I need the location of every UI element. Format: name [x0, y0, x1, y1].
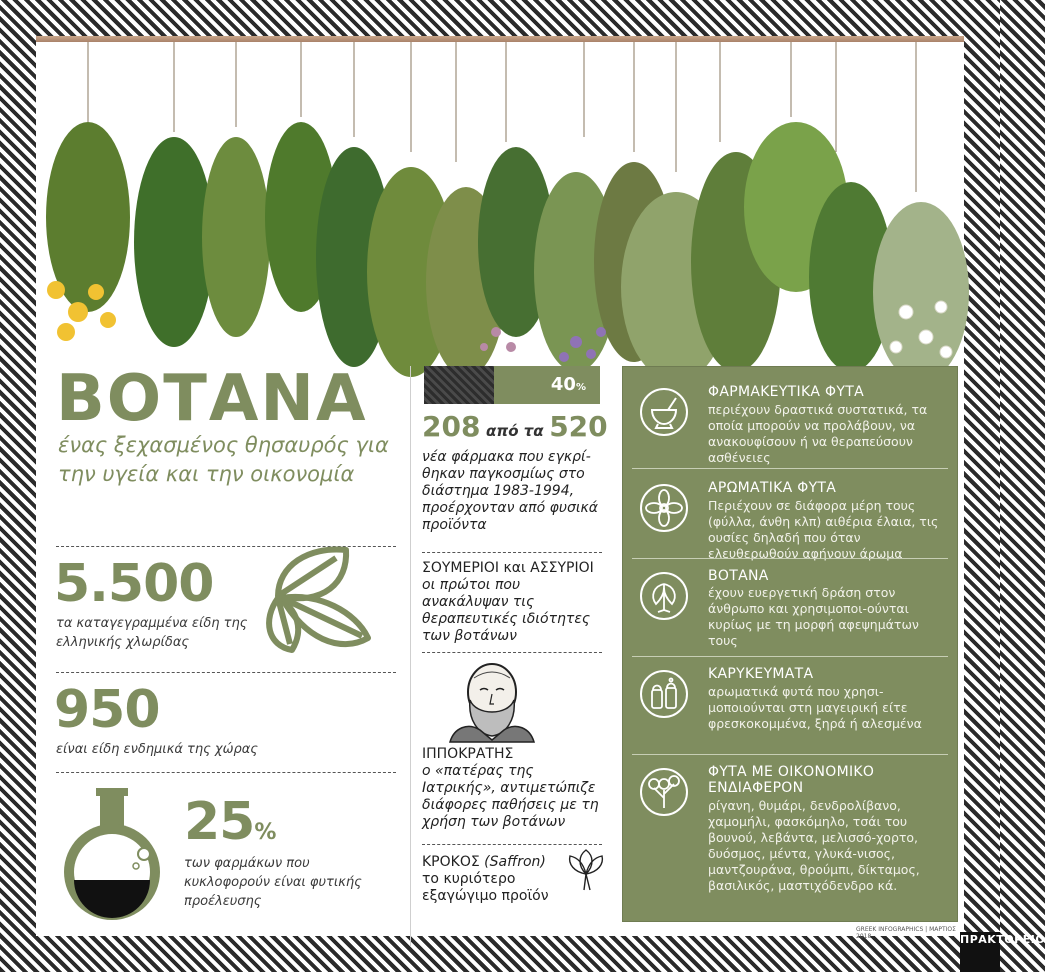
new-drugs-text [422, 449, 604, 534]
divider [56, 672, 396, 673]
column-divider [410, 366, 411, 946]
category-title: ΒΟΤΑΝΑ [708, 568, 769, 584]
infographic-panel [36, 36, 964, 940]
sumerians-head: ΣΟΥΜΕΡΙΟΙ και ΑΣΣΥΡΙΟΙ [422, 560, 594, 576]
stat-caption-drugs: των φαρμάκων που κυκλοφορούν είναι φυτικής προέλευσης [184, 856, 362, 909]
herb-leaf-icon [640, 572, 688, 620]
flask-icon [60, 784, 164, 924]
stat-value-drugs [184, 792, 275, 852]
category-divider [632, 754, 948, 755]
percent-bar [424, 366, 600, 404]
category-divider [632, 468, 948, 469]
stat-caption-endemic: είναι είδη ενδημικά της χώρας [56, 742, 258, 757]
stat-value-species: 5.500 [54, 554, 214, 614]
category-divider [632, 656, 948, 657]
new-drugs-stat [422, 410, 608, 443]
stat-caption-species: τα καταγεγραμμένα είδη της ελληνικής χλωρίδας [56, 616, 248, 650]
category-title: ΦΥΤΑ ΜΕ ΟΙΚΟΝΟΜΙΚΟ ΕΝΔΙΑΦΕΡΟΝ [708, 764, 875, 796]
category-text: αρωματικά φυτά που χρησι-μοποιούνται στη μαγειρική είτε φρεσκοκομμένα, ξηρά ή αλεσμένα [708, 684, 922, 731]
new-drugs-count: 208 [422, 410, 481, 443]
hanging-herbs-illustration [36, 42, 964, 382]
saffron-text: το κυριότερο εξαγώγιμο προϊόν [422, 871, 549, 904]
percent-bar-unit: % [575, 382, 586, 393]
percent-bar-fill [424, 366, 494, 404]
basil-leaves-icon [258, 526, 386, 656]
new-drugs-total: 520 [549, 410, 608, 443]
saffron-flower-icon [564, 844, 608, 892]
hippocrates-text: ο «πατέρας της Ιατρικής», αντιμετώπιζε διάφορες παθήσεις με τη χρήση των βοτάνων [422, 763, 599, 830]
divider [422, 552, 602, 553]
hippocrates-head: ΙΠΠΟΚΡΑΤΗΣ [422, 746, 514, 762]
divider [422, 652, 602, 653]
percent-bar-value: 40 [550, 374, 576, 395]
category-text: έχουν ευεργετική δράση στον άνθρωπο και χρησιμοποι-ούνται κυρίως με τη μορφή αφεψημάτων τους [708, 585, 919, 648]
salt-pepper-icon [640, 670, 688, 718]
sumerians-block [422, 560, 604, 645]
category-title: ΑΡΩΜΑΤΙΚΑ ΦΥΤΑ [708, 480, 837, 496]
new-drugs-description: νέα φάρμακα που εγκρί-θηκαν παγκοσμίως στο διάστημα 1983-1994, προέρχονταν από φυσικά προϊόντα [422, 449, 599, 533]
saffron-en: (Saffron) [484, 854, 546, 870]
category-text: ρίγανη, θυμάρι, δενδρολίβανο, χαμομήλι, φασκόμηλο, τσάι του βουνού, λεβάντα, μελισσό-χορτο, δυόσμος, μέντα, γλυκά-νισος, μαντζουράνα, θρούμπι, δίκταμος, βασιλικός, μαστιχόδενδρο κά. [708, 798, 920, 893]
stat-value-drugs-unit: % [254, 820, 276, 845]
new-drugs-from: από τα [486, 422, 544, 440]
stat-value-endemic: 950 [54, 680, 160, 740]
hippocrates-portrait [444, 660, 540, 742]
mortar-pestle-icon [640, 388, 688, 436]
category-text: Περιέχουν σε διάφορα μέρη τους (φύλλα, άνθη κλπ) αιθέρια έλαια, τις ουσίες δηλαδή που όταν ελευθερωθούν αφήνουν άρωμα [708, 498, 939, 561]
parsley-icon [640, 768, 688, 816]
category-title: ΦΑΡΜΑΚΕΥΤΙΚΑ ΦΥΤΑ [708, 384, 864, 400]
divider [56, 772, 396, 773]
logo: ΠΡΑΚΤΟΡΕΙΟ [960, 932, 1000, 972]
page-subtitle: ένας ξεχασμένος θησαυρός για την υγεία και την οικονομία [58, 433, 389, 486]
saffron-block [422, 854, 572, 905]
page-title: ΒΟΤΑΝΑ [56, 362, 368, 436]
credit: GREEK INFOGRAPHICS | ΜΑΡΤΙΟΣ 2018 [856, 926, 956, 940]
percent-bar-label [551, 374, 586, 395]
category-title: ΚΑΡΥΚΕΥΜΑΤΑ [708, 666, 814, 682]
stat-value-drugs-number: 25 [184, 792, 255, 852]
saffron-head: ΚΡΟΚΟΣ [422, 854, 480, 870]
hippocrates-block [422, 746, 608, 831]
sumerians-text: οι πρώτοι που ανακάλυψαν τις θεραπευτικές ιδιότητες των βοτάνων [422, 577, 591, 644]
category-divider [632, 558, 948, 559]
flower-icon [640, 484, 688, 532]
category-text: περιέχουν δραστικά συστατικά, τα οποία μπορούν να προλάβουν, να ανακουφίσουν ή να θεραπεύσουν ασθένειες [708, 402, 928, 465]
